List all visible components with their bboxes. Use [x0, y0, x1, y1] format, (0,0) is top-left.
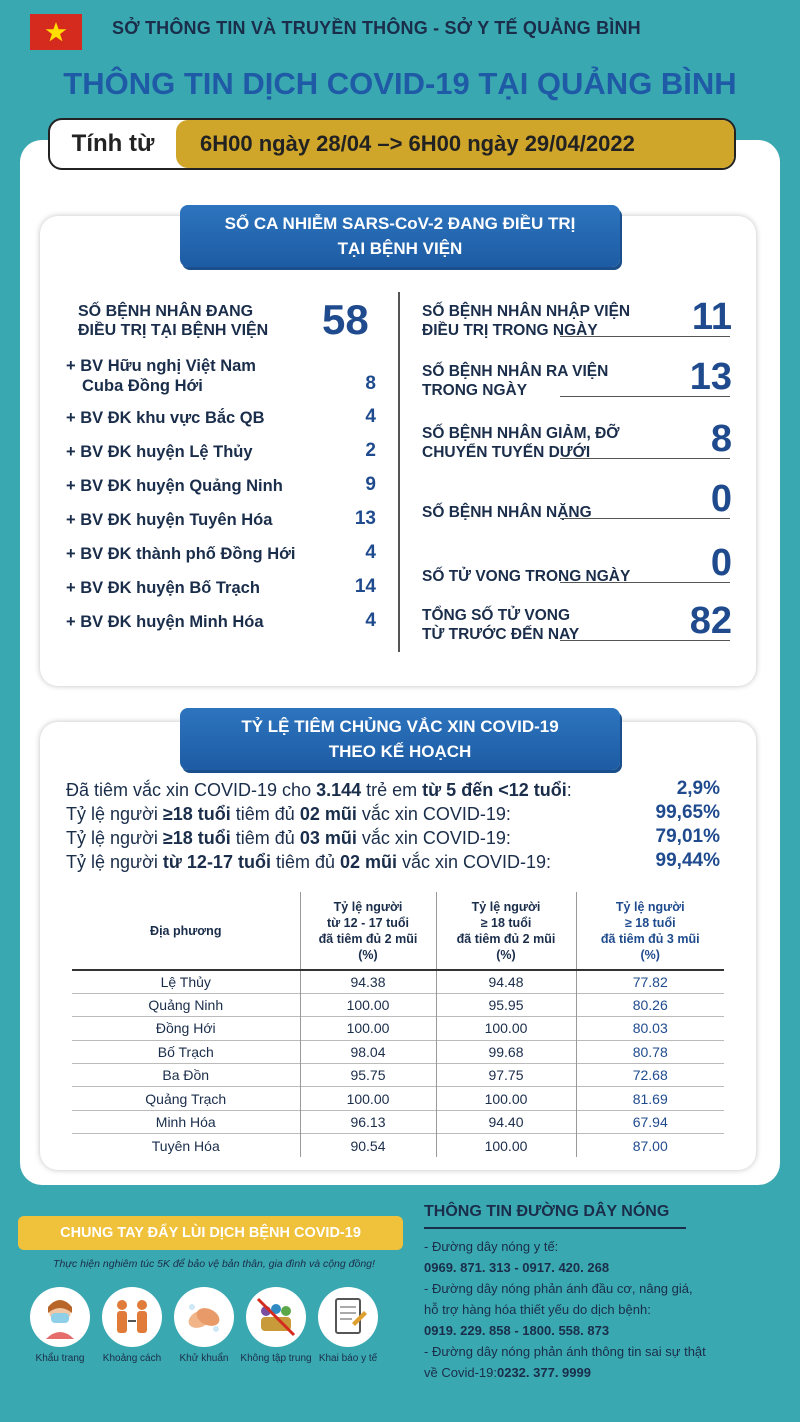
vaccination-table: [72, 892, 724, 1157]
vaccine-line-text: Tỷ lệ người: [66, 852, 163, 872]
vaccine-percent: 79,01%: [655, 826, 720, 847]
hospital-name: [66, 442, 253, 462]
table-cell: 100.00: [436, 1017, 576, 1040]
hospital-value: 4: [365, 542, 376, 563]
table-cell: Ba Đồn: [72, 1064, 300, 1087]
date-range-box: [48, 118, 736, 170]
table-header-line: Tỷ lệ người: [471, 899, 541, 914]
table-cell: Tuyên Hóa: [72, 1134, 300, 1157]
stat-underline: [560, 518, 730, 519]
table-header-row: [72, 892, 724, 970]
declaration-icon: [318, 1287, 378, 1347]
table-row: [72, 1064, 724, 1087]
table-cell: Quảng Trạch: [72, 1087, 300, 1110]
vaccine-line: [66, 826, 511, 850]
stat-label: [422, 424, 620, 462]
hospital-value: 13: [354, 508, 376, 529]
ribbon-line: THEO KẾ HOẠCH: [328, 742, 472, 761]
stat-label-line: SỐ BỆNH NHÂN RA VIỆN: [422, 363, 609, 380]
icon-label: Khai báo y tế: [318, 1353, 378, 1364]
table-cell: Đồng Hới: [72, 1017, 300, 1040]
table-header-line: Địa phương: [150, 923, 222, 938]
table-row: [72, 1017, 724, 1040]
total-value: 58: [322, 296, 369, 343]
no-crowd-icon: [246, 1287, 306, 1347]
total-label: [78, 302, 268, 340]
stat-underline: [560, 458, 730, 459]
vaccine-line-text: vắc xin COVID-19:: [397, 852, 552, 872]
icon-nocrowd-wrap: [246, 1287, 306, 1347]
hotline-label: về Covid-19:: [424, 1365, 497, 1380]
table-header-line: Tỷ lệ người: [615, 899, 685, 914]
vietnam-flag-icon: [30, 14, 82, 50]
table-cell: 100.00: [300, 1017, 436, 1040]
table-cell: 81.69: [576, 1087, 724, 1110]
table-header-line: ≥ 18 tuổi: [480, 915, 532, 930]
hospital-name-line: + BV ĐK huyện Lệ Thủy: [66, 443, 253, 461]
hotline-label: - Đường dây nóng y tế:: [424, 1239, 559, 1254]
table-cell: 94.38: [300, 970, 436, 993]
icon-label: Khoảng cách: [102, 1353, 162, 1364]
hospital-name-line: + BV ĐK khu vực Bắc QB: [66, 409, 265, 427]
hospital-name: [66, 356, 256, 396]
stat-label-line: SỐ BỆNH NHÂN NHẬP VIỆN: [422, 303, 631, 320]
hotline-title: THÔNG TIN ĐƯỜNG DÂY NÓNG: [424, 1203, 670, 1220]
stat-label: [422, 606, 579, 644]
vaccine-line-text: vắc xin COVID-19:: [356, 828, 511, 848]
page-title: THÔNG TIN DỊCH COVID-19 TẠI QUẢNG BÌNH: [63, 66, 737, 101]
total-label-line: SỐ BỆNH NHÂN ĐANG: [78, 303, 254, 320]
vaccine-line-text: tiêm đủ: [230, 828, 300, 848]
vaccine-line-text: :: [566, 780, 572, 800]
hospital-name: [66, 476, 283, 496]
vaccine-line-text: vắc xin COVID-19:: [356, 804, 511, 824]
vaccine-line: [66, 802, 511, 826]
stat-value: 0: [710, 542, 732, 584]
vaccine-line-text: trẻ em: [361, 780, 423, 800]
vaccine-line-emphasis: từ 5 đến <12 tuổi: [422, 780, 567, 800]
column-divider: [398, 292, 400, 652]
hotline-number: 0232. 377. 9999: [496, 1365, 591, 1380]
table-row: [72, 1134, 724, 1157]
table-cell: 96.13: [300, 1110, 436, 1133]
date-value: 6H00 ngày 28/04 –> 6H00 ngày 29/04/2022: [176, 120, 736, 168]
table-row: [72, 970, 724, 993]
table-cell: 99.68: [436, 1040, 576, 1063]
table-row: [72, 1087, 724, 1110]
stat-value: 82: [689, 600, 732, 642]
hotline-number: 0919. 229. 858 - 1800. 558. 873: [424, 1323, 610, 1338]
table-header-line: (%): [358, 947, 378, 962]
hospital-name: [66, 408, 265, 428]
hospital-value: 4: [365, 406, 376, 427]
stat-value: 11: [691, 296, 732, 338]
table-cell: 87.00: [576, 1134, 724, 1157]
icon-mask-wrap: [30, 1287, 90, 1347]
table-cell: 95.95: [436, 993, 576, 1016]
stat-label: [422, 484, 592, 522]
stat-label-line: CHUYỂN TUYẾN DƯỚI: [422, 444, 591, 461]
stat-label-line: TỪ TRƯỚC ĐẾN NAY: [422, 626, 580, 643]
vaccine-line-emphasis: từ 12-17 tuổi: [162, 852, 271, 872]
total-label-line: ĐIỀU TRỊ TẠI BỆNH VIỆN: [78, 322, 269, 339]
table-cell: 95.75: [300, 1064, 436, 1087]
table-header-cell: [300, 892, 436, 970]
vaccine-line: [66, 850, 551, 874]
hospital-value: 2: [365, 440, 376, 461]
vaccine-line-emphasis: 02 mũi: [339, 852, 398, 872]
table-header-line: (%): [640, 947, 660, 962]
hotline-block: [424, 1236, 794, 1383]
table-cell: 80.78: [576, 1040, 724, 1063]
hospital-value: 8: [365, 373, 376, 394]
vaccine-line-emphasis: 02 mũi: [299, 804, 357, 824]
stat-label-line: SỐ BỆNH NHÂN GIẢM, ĐỠ: [422, 425, 620, 442]
stat-value: 13: [689, 356, 732, 398]
hotline-label: - Đường dây nóng phản ánh thông tin sai sự thật: [424, 1344, 706, 1359]
vaccine-line-emphasis: ≥18 tuổi: [162, 804, 231, 824]
table-cell: 94.40: [436, 1110, 576, 1133]
table-cell: 100.00: [300, 993, 436, 1016]
vaccine-line: [66, 778, 572, 802]
icon-label: Không tập trung: [240, 1353, 312, 1364]
icon-distance-wrap: [102, 1287, 162, 1347]
vaccine-line-emphasis: 03 mũi: [299, 828, 357, 848]
icon-handwash-wrap: [174, 1287, 234, 1347]
hospital-name-line: + BV ĐK huyện Bố Trạch: [66, 579, 260, 597]
hospital-value: 9: [365, 474, 376, 495]
hotline-underline: [424, 1227, 686, 1229]
vaccine-line-emphasis: ≥18 tuổi: [162, 828, 231, 848]
hotline-number: 0969. 871. 313 - 0917. 420. 268: [424, 1260, 610, 1275]
vaccine-line-text: tiêm đủ: [230, 804, 300, 824]
stat-label-line: [422, 548, 630, 567]
ribbon-line: TẠI BỆNH VIỆN: [337, 239, 463, 258]
hospital-name: [66, 544, 295, 564]
stat-label-line: TRONG NGÀY: [422, 382, 528, 399]
vaccine-line-text: Tỷ lệ người: [66, 804, 163, 824]
ribbon-line: TỶ LỆ TIÊM CHỦNG VẮC XIN COVID-19: [241, 717, 559, 736]
hospital-name-line: + BV Hữu nghị Việt Nam: [66, 357, 256, 375]
handwash-icon: [174, 1287, 234, 1347]
table-cell: 80.26: [576, 993, 724, 1016]
table-cell: 98.04: [300, 1040, 436, 1063]
icon-declaration-wrap: [318, 1287, 378, 1347]
hospital-name-line: + BV ĐK huyện Tuyên Hóa: [66, 511, 273, 529]
hospital-name-line: + BV ĐK huyện Quảng Ninh: [66, 477, 283, 495]
stat-label-line: SỐ BỆNH NHÂN NẶNG: [422, 504, 592, 521]
stat-underline: [560, 582, 730, 583]
hospital-value: 14: [354, 576, 376, 597]
table-row: [72, 993, 724, 1016]
vaccine-percent: 99,65%: [655, 802, 720, 823]
hospital-name-line: + BV ĐK huyện Minh Hóa: [66, 613, 264, 631]
table-header-line: đã tiêm đủ 2 mũi: [456, 931, 556, 946]
hospital-name-line: Cuba Đồng Hới: [82, 377, 203, 395]
table-cell: Quảng Ninh: [72, 993, 300, 1016]
vaccine-percent: 99,44%: [655, 850, 720, 871]
table-cell: 90.54: [300, 1134, 436, 1157]
mask-icon: [30, 1287, 90, 1347]
stat-value: 0: [710, 478, 732, 520]
stat-value: 8: [710, 418, 732, 460]
icon-label: Khử khuẩn: [179, 1353, 229, 1364]
table-cell: 77.82: [576, 970, 724, 993]
table-row: [72, 1040, 724, 1063]
hospital-name: [66, 510, 272, 530]
stat-label-line: [422, 484, 592, 503]
stat-label: [422, 548, 630, 586]
table-cell: 72.68: [576, 1064, 724, 1087]
hotline-label: - Đường dây nóng phản ánh đầu cơ, nâng giá,: [424, 1281, 693, 1296]
vaccine-line-text: Tỷ lệ người: [66, 828, 163, 848]
table-cell: 94.48: [436, 970, 576, 993]
stat-label-line: TỔNG SỐ TỬ VONG: [422, 607, 571, 624]
stat-label: [422, 302, 630, 340]
icon-label: Khẩu trang: [35, 1353, 85, 1364]
vaccine-ribbon: [180, 708, 620, 770]
table-header-line: Tỷ lệ người: [333, 899, 403, 914]
table-cell: 100.00: [300, 1087, 436, 1110]
table-header-line: (%): [496, 947, 516, 962]
infection-ribbon: [180, 205, 620, 267]
table-header-line: ≥ 18 tuổi: [624, 915, 676, 930]
stat-label-line: SỐ TỬ VONG TRONG NGÀY: [422, 568, 631, 585]
vaccine-percent: 2,9%: [676, 778, 720, 799]
vaccine-line-text: tiêm đủ: [270, 852, 340, 872]
vaccine-line-text: Đã tiêm vắc xin COVID-19 cho: [66, 780, 317, 800]
table-row: [72, 1110, 724, 1133]
table-cell: 97.75: [436, 1064, 576, 1087]
hotline-label: hỗ trợ hàng hóa thiết yếu do dịch bệnh:: [424, 1302, 651, 1317]
table-header-line: từ 12 - 17 tuổi: [327, 915, 409, 930]
hospital-name: [66, 612, 264, 632]
hospital-value: 4: [365, 610, 376, 631]
table-header-cell: [436, 892, 576, 970]
date-label: Tính từ: [71, 130, 155, 157]
table-cell: 80.03: [576, 1017, 724, 1040]
table-header-line: đã tiêm đủ 3 mũi: [600, 931, 700, 946]
table-header-line: đã tiêm đủ 2 mũi: [318, 931, 418, 946]
ribbon-line: SỐ CA NHIỄM SARS-CoV-2 ĐANG ĐIỀU TRỊ: [224, 214, 576, 233]
distance-icon: [102, 1287, 162, 1347]
table-cell: Minh Hóa: [72, 1110, 300, 1133]
table-header-cell: [72, 892, 300, 970]
table-header-cell: [576, 892, 724, 970]
stat-label: [422, 362, 608, 400]
stat-label-line: ĐIỀU TRỊ TRONG NGÀY: [422, 322, 598, 339]
table-cell: 100.00: [436, 1087, 576, 1110]
vaccine-line-emphasis: 3.144: [316, 780, 362, 800]
table-cell: 67.94: [576, 1110, 724, 1133]
footer-banner: CHUNG TAY ĐẨY LÙI DỊCH BỆNH COVID-19: [18, 1216, 403, 1250]
table-body: [72, 970, 724, 1157]
table-cell: Lệ Thủy: [72, 970, 300, 993]
table-cell: 100.00: [436, 1134, 576, 1157]
hospital-name: [66, 578, 260, 598]
hospital-name-line: + BV ĐK thành phố Đồng Hới: [66, 545, 296, 563]
slogan: Thực hiện nghiêm túc 5K để bảo vệ bản thân, gia đình và cộng đồng!: [53, 1258, 375, 1270]
table-cell: Bố Trạch: [72, 1040, 300, 1063]
organization-title: SỞ THÔNG TIN VÀ TRUYỀN THÔNG - SỞ Y TẾ QUẢNG BÌNH: [112, 18, 641, 38]
